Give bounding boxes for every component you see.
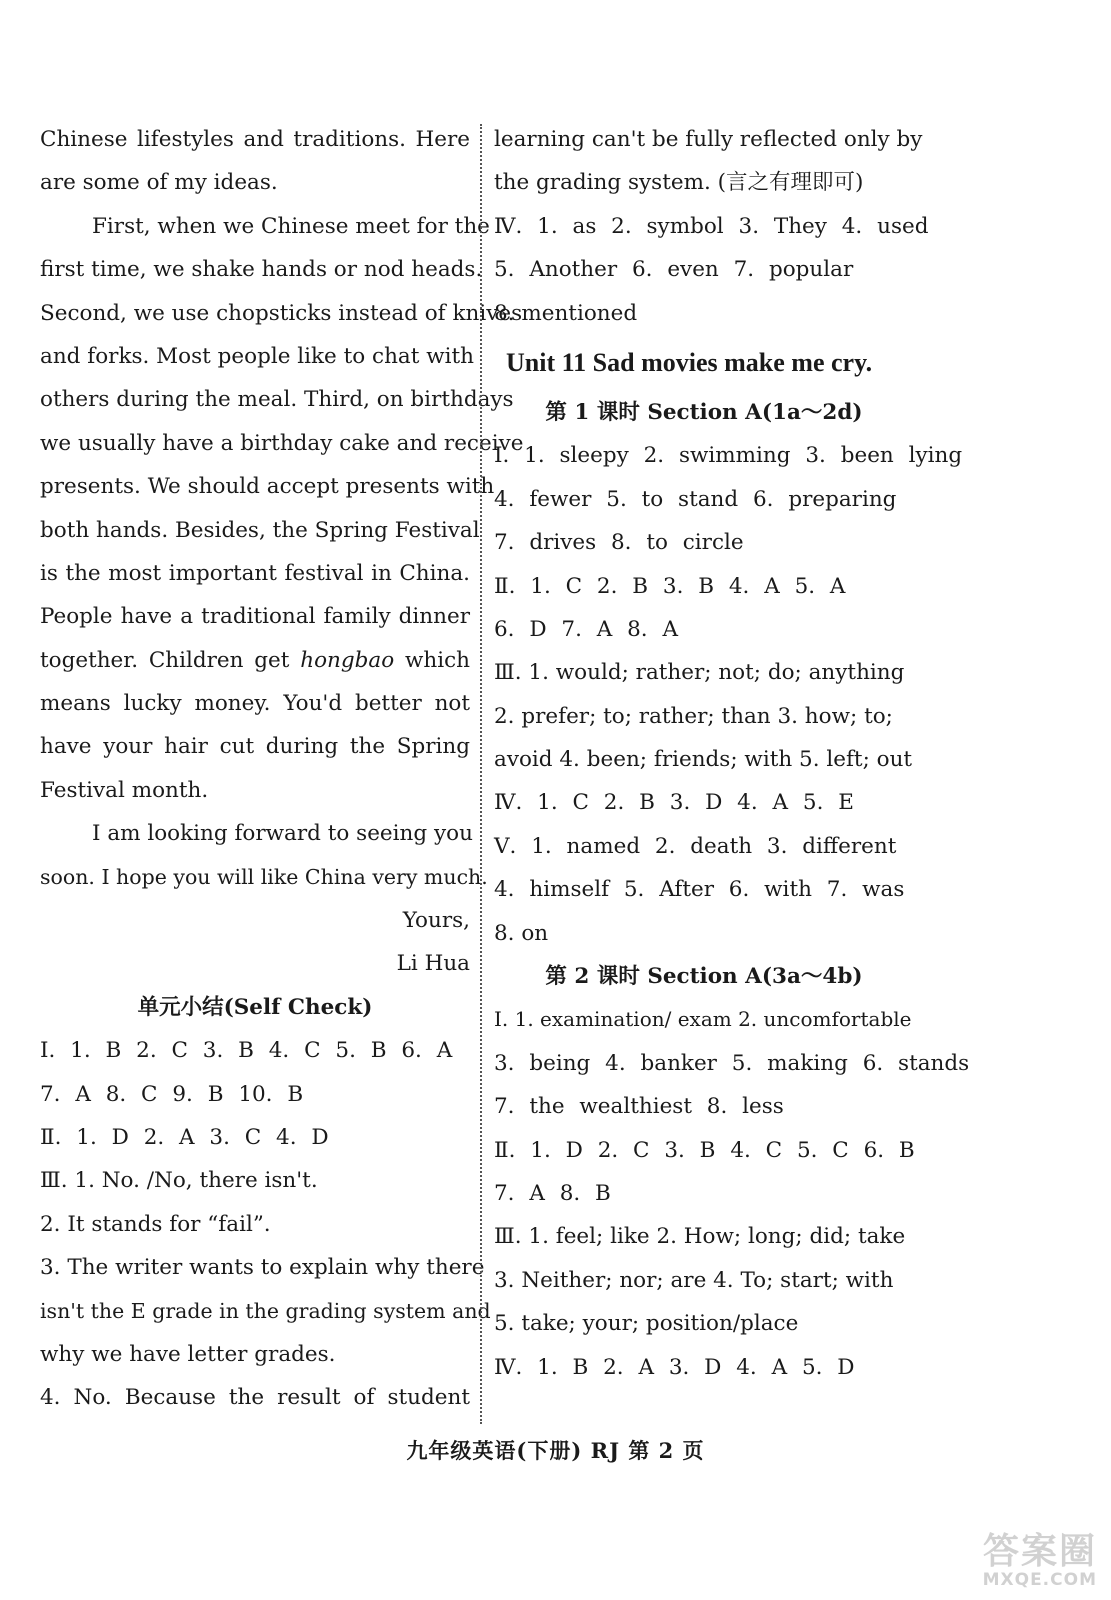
answer-line: 3. being 4. banker 5. making 6. stands [494,1050,970,1076]
answer-line: 4. himself 5. After 6. with 7. was [494,877,905,903]
answer-line: 5. take; your; position/place [494,1311,799,1337]
page-footer: 九年级英语(下册) RJ 第 2 页 [406,1438,705,1463]
answer-line: Ⅲ. 1. No. /No, there isn't. [40,1168,318,1194]
answer-line: 4. fewer 5. to stand 6. preparing [494,486,897,512]
site-watermark [937,1531,1097,1590]
sign-off: Yours, [402,908,470,934]
column-divider [480,124,482,1424]
paragraph-line: is the most important festival in China. [40,560,470,586]
paragraph-line: First, when we Chinese meet for the [92,213,490,239]
self-check-heading: 单元小结(Self Check) [137,994,373,1020]
answer-line: Ⅴ. 1. named 2. death 3. different [494,833,897,859]
answer-line: Ⅳ. 1. C 2. B 3. D 4. A 5. E [494,790,854,816]
closing-line: I am looking forward to seeing you [92,821,473,847]
answer-line: why we have letter grades. [40,1341,336,1367]
hongbao-after: which [394,647,470,673]
answer-line: Ⅳ. 1. B 2. A 3. D 4. A 5. D [494,1354,855,1380]
answer-line: Ⅳ. 1. as 2. symbol 3. They 4. used [494,213,929,239]
answer-line: 7. A 8. C 9. B 10. B [40,1081,304,1107]
unit-title: Unit 11 Sad movies make me cry. [506,347,873,377]
hongbao-line [40,639,470,682]
paragraph-line: first time, we shake hands or nod heads. [40,257,483,283]
answer-line: 7. the wealthiest 8. less [494,1094,784,1120]
answer-line: 7. A 8. B [494,1180,611,1206]
answer-line: 8. on [494,920,549,946]
answer-line: isn't the E grade in the grading system and [40,1298,491,1323]
answer-line: Ⅰ. 1. examination/ exam 2. uncomfortable [494,1007,912,1032]
paragraph-line: Second, we use chopsticks instead of knives [40,300,523,326]
answer-line: 3. Neither; nor; are 4. To; start; with [494,1267,894,1293]
right-column [494,118,970,1389]
answer-line: Ⅲ. 1. feel; like 2. How; long; did; take [494,1224,906,1250]
paragraph-line: we usually have a birthday cake and receive [40,430,524,456]
answer-line: Ⅰ. 1. B 2. C 3. B 4. C 5. B 6. A [40,1038,453,1064]
hongbao-word: hongbao [300,647,395,673]
paragraph-line: People have a traditional family dinner [40,604,470,630]
lesson2-heading: 第 2 课时 Section A(3a～4b) [545,964,863,990]
paragraph-line: and forks. Most people like to chat with [40,343,474,369]
lesson1-heading: 第 1 课时 Section A(1a～2d) [545,399,863,425]
paragraph-line: presents. We should accept presents with [40,474,495,500]
answer-line: 2. It stands for “fail”. [40,1211,271,1237]
answer-line: 3. The writer wants to explain why there [40,1255,485,1281]
paragraph-line: means lucky money. You'd better not [40,691,470,717]
closing-line: soon. I hope you will like China very much. [40,864,488,889]
answer-line: 2. prefer; to; rather; than 3. how; to; [494,703,893,729]
answer-line: Ⅰ. 1. sleepy 2. swimming 3. been lying [494,443,963,469]
answer-line: Ⅱ. 1. D 2. A 3. C 4. D [40,1124,329,1150]
answer-line: avoid 4. been; friends; with 5. left; out [494,747,913,773]
paragraph-line: both hands. Besides, the Spring Festival [40,517,480,543]
paragraph-line: have your hair cut during the Spring [40,734,470,760]
answer-line: 4. No. Because the result of student [40,1385,470,1411]
answer-line: 5. Another 6. even 7. popular [494,257,854,283]
answer-line: the grading system. (言之有理即可) [494,170,864,196]
hongbao-before: together. Children get [40,647,301,673]
answer-line: 8. mentioned [494,300,638,326]
signature: Li Hua [396,951,470,977]
letter-line: are some of my ideas. [40,170,278,196]
answer-line: 7. drives 8. to circle [494,530,744,556]
answer-line: Ⅱ. 1. C 2. B 3. B 4. A 5. A [494,573,846,599]
watermark-site: MXQE.COM [982,1570,1097,1590]
paragraph-line: others during the meal. Third, on birthdays [40,387,514,413]
answer-line: learning can't be fully reflected only by [494,127,923,152]
watermark-logo: 答案圈 [982,1531,1097,1572]
answer-line: 6. D 7. A 8. A [494,616,679,642]
answer-line: Ⅱ. 1. D 2. C 3. B 4. C 5. C 6. B [494,1137,915,1163]
answer-line: Ⅲ. 1. would; rather; not; do; anything [494,660,905,686]
paragraph-line: Festival month. [40,777,209,803]
letter-line: Chinese lifestyles and traditions. Here [40,127,470,152]
